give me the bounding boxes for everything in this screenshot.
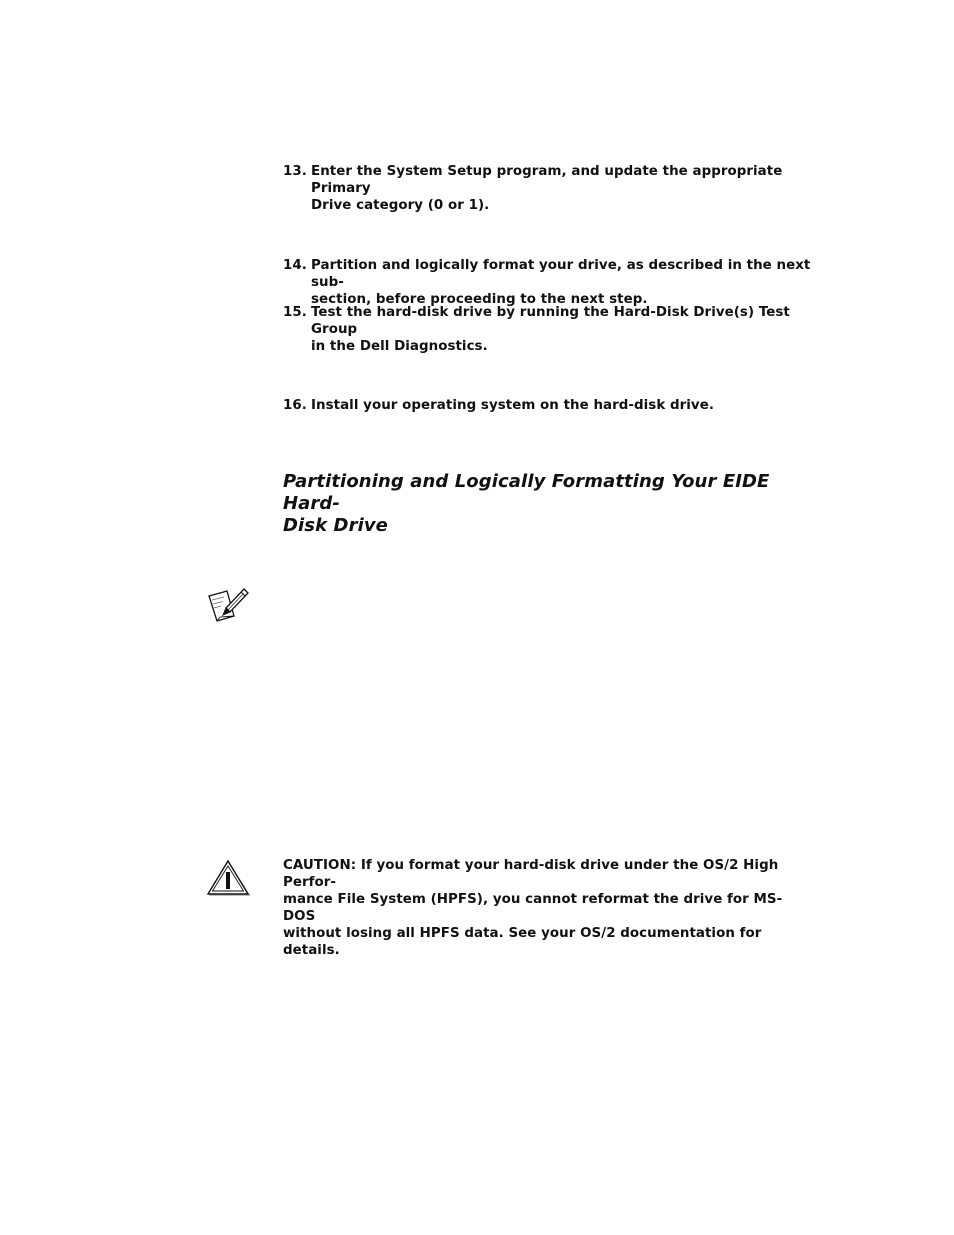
step-15 bbox=[283, 304, 813, 355]
step-text-line: in the Dell Diagnostics. bbox=[311, 339, 488, 354]
caution-text bbox=[283, 857, 813, 959]
step-text-line: Enter the System Setup program, and update the appropriate Primary bbox=[311, 164, 783, 196]
caution-text-line: mance File System (HPFS), you cannot reformat the drive for MS-DOS bbox=[283, 892, 783, 924]
section-heading-line: Disk Drive bbox=[283, 515, 388, 536]
note-pencil-icon bbox=[206, 587, 250, 625]
step-number: 16. bbox=[283, 398, 307, 413]
step-text-line: Partition and logically format your drive, as described in the next sub- bbox=[311, 258, 811, 290]
step-number: 13. bbox=[283, 164, 307, 179]
caution-text-line: without losing all HPFS data. See your OS/2 documentation for details. bbox=[283, 926, 762, 958]
step-number: 15. bbox=[283, 305, 307, 320]
step-number: 14. bbox=[283, 258, 307, 273]
step-13 bbox=[283, 163, 813, 214]
caution-text-line: CAUTION: If you format your hard-disk drive under the OS/2 High Perfor- bbox=[283, 858, 779, 890]
step-text-line: Install your operating system on the hard-disk drive. bbox=[311, 398, 714, 413]
step-14 bbox=[283, 257, 813, 308]
section-heading-line: Partitioning and Logically Formatting Your EIDE Hard- bbox=[283, 471, 770, 514]
step-16 bbox=[283, 397, 813, 414]
step-text-line: section, before proceeding to the next step. bbox=[311, 292, 648, 307]
step-text-line: Test the hard-disk drive by running the Hard-Disk Drive(s) Test Group bbox=[311, 305, 790, 337]
section-heading bbox=[283, 471, 803, 537]
caution-triangle-icon bbox=[205, 859, 251, 897]
step-text-line: Drive category (0 or 1). bbox=[311, 198, 490, 213]
